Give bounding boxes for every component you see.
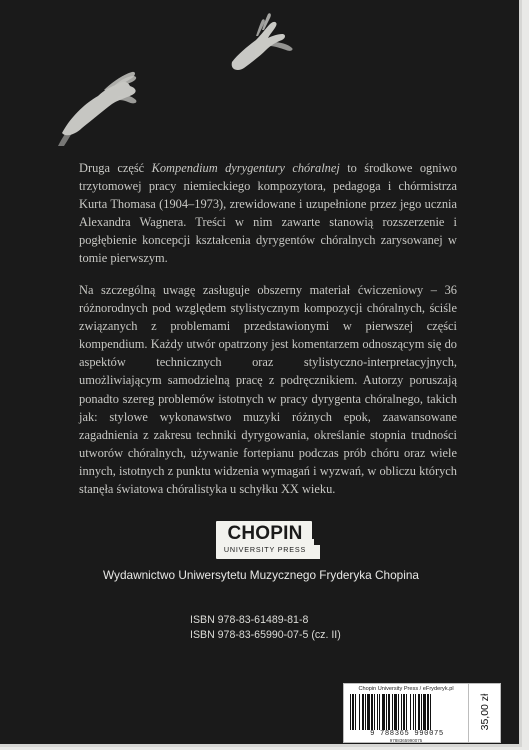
barcode-bar <box>365 694 366 730</box>
conductor-hands-illustration <box>0 0 522 150</box>
isbn-line-1: ISBN 978-83-61489-81-8 <box>190 614 309 626</box>
barcode-bar <box>406 694 407 730</box>
barcode-price-sticker <box>343 683 501 743</box>
barcode-bar <box>377 694 378 730</box>
sticker-header: Chopin University Press / eFryderyk.pl <box>358 686 454 692</box>
barcode-bar <box>423 694 426 730</box>
barcode-bar <box>367 694 370 730</box>
barcode-digits: 9 788365 990075 <box>370 730 444 738</box>
barcode-bar <box>403 694 405 730</box>
barcode-bar <box>394 694 397 730</box>
barcode-bar <box>418 694 420 730</box>
barcode-bar <box>388 694 390 730</box>
description-paragraph-2: Na szczególną uwagę zasługuje obszerny materiał ćwiczeniowy – 36 różnorodnych pod względem stylistycznym kompozycji chóralnych, ściśle związanych z problemami przedstawionymi w pierwszej części kompendium. Każdy utwór opatrzony jest komentarzem odnoszącym się do aspektów technicznych oraz stylistyczno-interpretacyjnych, umożliwiającym samodzielną pracę z podręcznikiem. Autorzy poruszają ponadto szereg problemów istotnych w pracy dyrygenta chóralnego, takich jak: stylowe wykonawstwo muzyki różnych epok, zaawansowane zagadnienia z zakresu techniki dyrygowania, określanie stopnia trudności utworów chóralnych, używanie fortepianu podczas prób chóru oraz wiele innych, istotnych z punktu widzenia wymagań i wyzwań, w obliczu których stanęła światowa chóralistyka u schyłku XX wieku. <box>79 283 457 497</box>
left-hand-icon <box>58 72 136 146</box>
logo-subtitle: UNIVERSITY PRESS <box>223 545 307 554</box>
barcode-bar <box>371 694 373 730</box>
barcode-bar <box>350 694 351 730</box>
price-label: 35,00 zł <box>479 693 491 731</box>
barcode-bar <box>379 694 380 730</box>
barcode-bar <box>413 694 414 730</box>
barcode-bar <box>410 694 411 730</box>
barcode-bar <box>398 694 399 730</box>
barcode-bar <box>382 694 385 730</box>
paragraph-1-rest: to środkowe ogniwo trzytomowej pracy niemieckiego kompozytora, pedagoga i chórmistrza Kurta Thomasa (1904–1973), zrewidowane i uzupełnione przez jego ucznia Alexandra Wagnera. Treści w nim zawarte stanowią rozszerzenie i pogłębienie koncepcji kształcenia dyrygentów chóralnych zarysowanej w tomie pierwszym. <box>79 161 458 266</box>
barcode-bar <box>401 694 402 730</box>
barcode-bar <box>362 694 364 730</box>
description-paragraph-1 <box>79 159 457 268</box>
barcode-icon <box>350 694 464 730</box>
price-box <box>468 684 501 742</box>
logo-wordmark: CHOPIN <box>227 523 303 544</box>
barcode-digits-small: 9788365990075 <box>389 738 423 743</box>
barcode-bar <box>386 694 387 730</box>
chopin-university-press-logo <box>216 521 320 561</box>
barcode-bar <box>427 694 429 730</box>
barcode-bar <box>352 694 354 730</box>
book-title-italic: Kompendium dyrygentury chóralnej <box>151 161 340 175</box>
barcode-bar <box>374 694 375 730</box>
isbn-line-2: ISBN 978-83-65990-07-5 (cz. II) <box>190 629 341 641</box>
publisher-name: Wydawnictwo Uniwersytetu Muzycznego Fryderyka Chopina <box>103 568 419 582</box>
barcode-bar <box>392 694 393 730</box>
barcode-bar <box>430 694 431 730</box>
piano-key-tail-icon <box>308 539 320 559</box>
barcode-bar <box>415 694 416 730</box>
right-hand-icon <box>232 13 293 70</box>
barcode-bar <box>359 694 360 730</box>
paragraph-1-lead: Druga część <box>79 161 152 175</box>
barcode-bar <box>421 694 422 730</box>
barcode-bar <box>355 694 356 730</box>
